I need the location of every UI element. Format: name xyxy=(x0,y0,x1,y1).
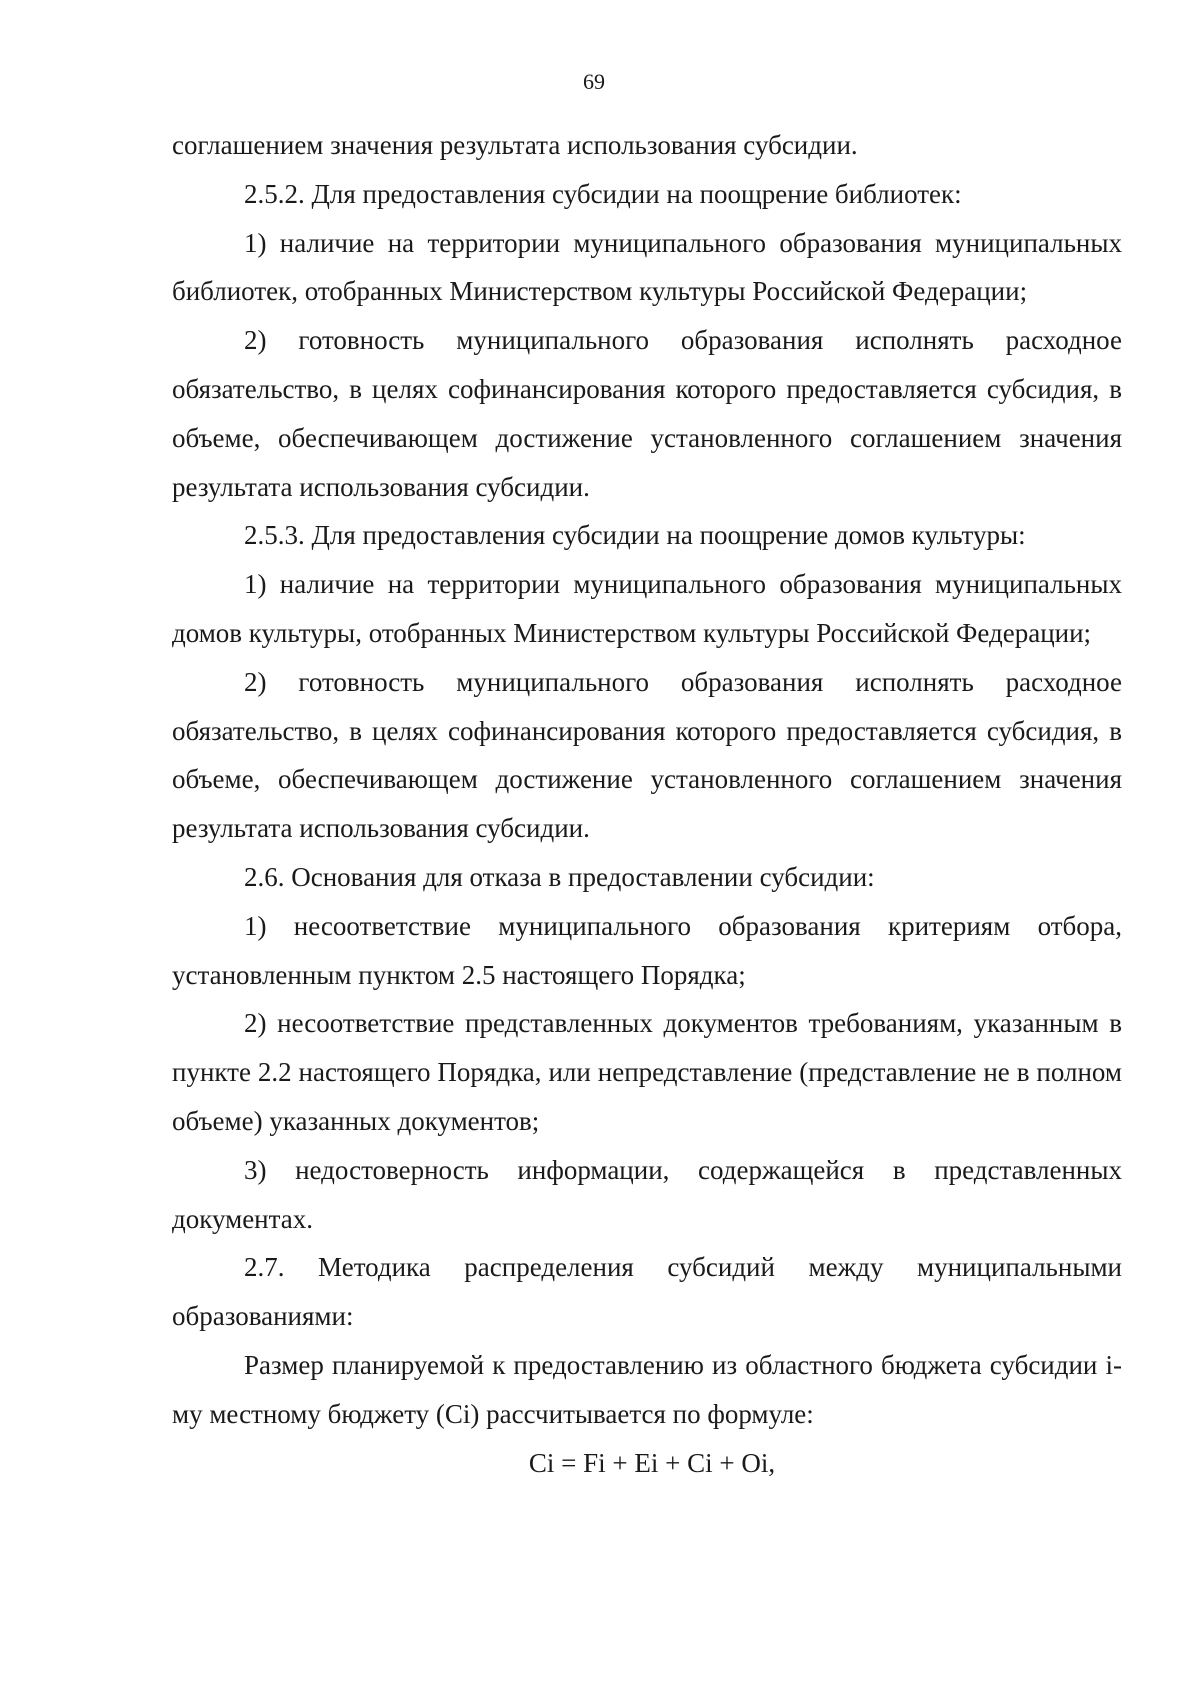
page-number: 69 xyxy=(583,69,605,94)
section-heading-2-6: 2.6. Основания для отказа в предоставлении субсидии: xyxy=(244,861,875,892)
paragraph-continuation: соглашением значения результата использования субсидии. xyxy=(172,130,858,160)
list-item-refusal-2: 2) несоответствие представленных документов требованиям, указанным в пункте 2.2 настоящего Порядка, или непредставление (представление не в полном объеме) указанных документов; xyxy=(172,1008,1122,1136)
list-item-libraries-1: 1) наличие на территории муниципального образования муниципальных библиотек, отобранных Министерством культуры Российской Федерации; xyxy=(172,227,1122,307)
paragraph-subsidy-size: Размер планируемой к предоставлению из областного бюджета субсидии i-му местному бюджету (Ci) рассчитывается по формуле: xyxy=(172,1349,1122,1429)
section-heading-2-7: 2.7. Методика распределения субсидий между муниципальными образованиями: xyxy=(172,1252,1122,1332)
section-heading-2-5-3: 2.5.3. Для предоставления субсидии на поощрение домов культуры: xyxy=(244,520,1026,551)
list-item-culture-houses-2: 2) готовность муниципального образования исполнять расходное обязательство, в целях софинансирования которого предоставляется субсидия, в объеме, обеспечивающем достижение установленного соглашением значения результата использования субсидии. xyxy=(172,666,1122,844)
formula: Ci = Fi + Ei + Ci + Oi, xyxy=(528,1447,776,1478)
list-item-refusal-1: 1) несоответствие муниципального образования критериям отбора, установленным пунктом 2.5 настоящего Порядка; xyxy=(172,910,1122,990)
list-item-libraries-2: 2) готовность муниципального образования исполнять расходное обязательство, в целях софинансирования которого предоставляется субсидия, в объеме, обеспечивающем достижение установленного соглашением значения результата использования субсидии. xyxy=(172,325,1122,502)
document-body xyxy=(172,121,1122,1487)
list-item-refusal-3: 3) недостоверность информации, содержащейся в представленных документах. xyxy=(172,1154,1122,1234)
section-heading-2-5-2: 2.5.2. Для предоставления субсидии на поощрение библиотек: xyxy=(244,178,962,209)
list-item-culture-houses-1: 1) наличие на территории муниципального образования муниципальных домов культуры, отобранных Министерством культуры Российской Федерации; xyxy=(172,569,1122,648)
